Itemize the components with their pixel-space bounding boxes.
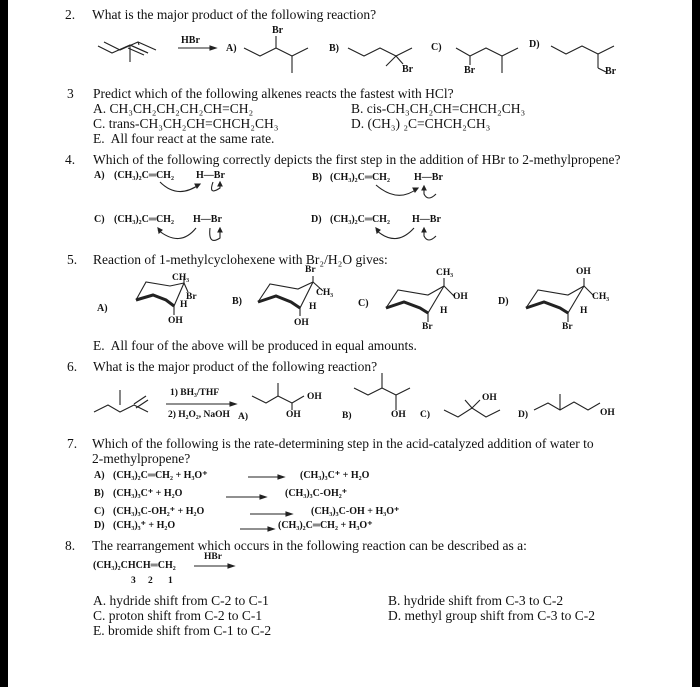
substituent-label: Br — [464, 65, 476, 76]
question-prompt: Which of the following is the rate-determining step in the acid-catalyzed addition of water to — [92, 436, 594, 451]
reactants: (CH₃)₃C⁺ + H₂O — [113, 488, 183, 499]
option-label: D) — [311, 214, 322, 225]
option-label: B) — [94, 488, 104, 499]
option-label: C. — [93, 116, 106, 131]
option-a[interactable] — [93, 101, 253, 117]
option-label: B) — [312, 172, 322, 183]
carbon-number: 3 — [131, 576, 136, 586]
option-a[interactable] — [93, 593, 269, 609]
reactants: (CH₃)₃C-OH₂⁺ + H₂O — [113, 506, 205, 517]
question-prompt: Which of the following correctly depicts the first step in the addition of HBr to 2-methylpropene? — [93, 152, 621, 167]
question-prompt: Predict which of the following alkenes reacts the fastest with HCl? — [93, 86, 454, 101]
reagent-formula: H—Br — [414, 172, 443, 183]
option-label: D) — [518, 410, 529, 420]
question-number: 4. — [65, 152, 76, 167]
question-number: 2. — [65, 7, 76, 22]
option-label: B. — [388, 593, 401, 608]
option-label: C) — [431, 42, 442, 53]
substituent-top: OH — [576, 267, 591, 277]
option-label: A) — [226, 43, 237, 54]
question-prompt: What is the major product of the following reaction? — [93, 359, 378, 374]
substituent-side: CH₃ — [316, 288, 334, 298]
substituent-top: Br — [305, 265, 316, 275]
reagent-label: HBr — [181, 35, 200, 46]
question-number: 8. — [65, 538, 76, 553]
option-text: methyl group shift from C-3 to C-2 — [404, 608, 595, 623]
reagent-formula: H—Br — [193, 214, 222, 225]
option-e[interactable] — [93, 623, 271, 639]
reagent-label: HBr — [204, 552, 222, 562]
alkene-formula: (CH₃)₂C═CH₂ — [330, 214, 390, 225]
hydroxyl-label: OH — [286, 410, 301, 420]
option-text: hydride shift from C-2 to C-1 — [109, 593, 269, 608]
option-label: A) — [238, 412, 249, 422]
option-c[interactable] — [93, 608, 262, 624]
hydroxyl-label: OH — [391, 410, 406, 420]
option-d[interactable] — [388, 608, 595, 624]
reagent-step1: 1) BH₃/THF — [170, 388, 220, 398]
option-b[interactable] — [351, 101, 525, 117]
option-label: C. — [93, 608, 106, 623]
option-label: C) — [94, 506, 105, 517]
substituent-side: Br — [186, 292, 197, 302]
option-b[interactable] — [388, 593, 563, 609]
option-label: B) — [232, 296, 242, 307]
reaction-arrow — [8, 0, 9, 1]
substituent-h: H — [580, 306, 588, 316]
alkene-formula: (CH₃)₂C═CH₂ — [330, 172, 390, 183]
option-text: trans-CH₃CH₂CH=CHCH₂CH₃ — [108, 116, 279, 131]
question-prompt: What is the major product of the following reaction? — [92, 7, 377, 22]
question-number: 3 — [67, 86, 74, 101]
substituent-bottom: OH — [294, 318, 309, 328]
option-label: A. — [93, 593, 107, 608]
reactants: (CH₃)₃⁺ + H₂O — [113, 520, 176, 531]
substituent-label: Br — [272, 25, 284, 36]
question-number: 7. — [67, 436, 78, 451]
hydroxyl-label: OH — [307, 392, 322, 402]
option-label: B) — [342, 411, 352, 421]
option-text: proton shift from C-2 to C-1 — [108, 608, 263, 623]
option-e[interactable] — [93, 131, 274, 147]
products: (CH₃)₃C⁺ + H₂O — [300, 470, 370, 481]
substituent-side: OH — [453, 292, 468, 302]
reagent-formula: H—Br — [412, 214, 441, 225]
question-prompt: The rearrangement which occurs in the following reaction can be described as a: — [92, 538, 527, 553]
option-label: A) — [94, 170, 105, 181]
substituent-bottom: OH — [168, 316, 183, 326]
carbon-number: 1 — [168, 576, 173, 586]
option-label: D. — [388, 608, 402, 623]
question-prompt-cont: 2-methylpropene? — [92, 451, 191, 466]
option-label: B. — [351, 101, 364, 116]
option-text: bromide shift from C-1 to C-2 — [108, 623, 272, 638]
option-text: All four react at the same rate. — [110, 131, 275, 146]
option-text: All four of the above will be produced in equal amounts. — [110, 338, 417, 353]
option-label: E. — [93, 131, 105, 146]
products: (CH₃)₃C-OH₂⁺ — [285, 488, 348, 499]
carbon-number: 2 — [148, 576, 153, 586]
alkene-formula: (CH₃)₂C═CH₂ — [114, 214, 174, 225]
question-number: 5. — [67, 252, 78, 267]
option-text: (CH₃) ₂C=CHCH₂CH₃ — [367, 116, 491, 131]
substituent-label: Br — [402, 64, 414, 75]
option-text: CH₃CH₂CH₂CH₂CH=CH₂ — [109, 101, 254, 116]
option-label: A. — [93, 101, 107, 116]
option-label: D) — [498, 296, 509, 307]
question-prompt: Reaction of 1-methylcyclohexene with Br₂/H₂O gives: — [93, 252, 388, 267]
option-label: C) — [358, 298, 369, 309]
reagent-step2: 2) H₂O₂, NaOH — [168, 410, 230, 420]
option-text: cis-CH₃CH₂CH=CHCH₂CH₃ — [366, 101, 526, 116]
reagent-formula: H—Br — [196, 170, 225, 181]
substituent-bottom: Br — [562, 322, 573, 332]
option-d[interactable] — [351, 116, 490, 132]
hydroxyl-label: OH — [482, 393, 497, 403]
option-label: A) — [94, 470, 105, 481]
option-label: C) — [420, 410, 431, 420]
products: (CH₃)₃C-OH + H₃O⁺ — [311, 506, 400, 517]
option-e[interactable] — [93, 338, 417, 354]
substrate-formula: (CH₃)₂CHCH═CH₂ — [93, 560, 176, 571]
substituent-top: CH₃ — [172, 273, 190, 283]
hydroxyl-label: OH — [600, 408, 615, 418]
substituent-top: CH₃ — [436, 268, 454, 278]
substituent-h: H — [440, 306, 448, 316]
products: (CH₃)₂C═CH₂ + H₃O⁺ — [278, 520, 373, 531]
question-number: 6. — [67, 359, 78, 374]
substituent-h: H — [309, 302, 317, 312]
option-label: E. — [93, 338, 105, 353]
exam-page — [8, 0, 692, 687]
option-text: hydride shift from C-3 to C-2 — [403, 593, 564, 608]
reactants: (CH₃)₂C═CH₂ + H₃O⁺ — [113, 470, 208, 481]
substituent-h: H — [180, 300, 188, 310]
option-label: A) — [97, 303, 108, 314]
option-label: D) — [94, 520, 105, 531]
option-label: C) — [94, 214, 105, 225]
option-label: D. — [351, 116, 365, 131]
option-label: D) — [529, 39, 540, 50]
option-c[interactable] — [93, 116, 278, 132]
option-label: E. — [93, 623, 105, 638]
alkene-formula: (CH₃)₂C═CH₂ — [114, 170, 174, 181]
substituent-side: CH₃ — [592, 292, 610, 302]
substituent-bottom: Br — [422, 322, 433, 332]
option-label: B) — [329, 43, 339, 54]
substituent-label: Br — [605, 66, 617, 77]
